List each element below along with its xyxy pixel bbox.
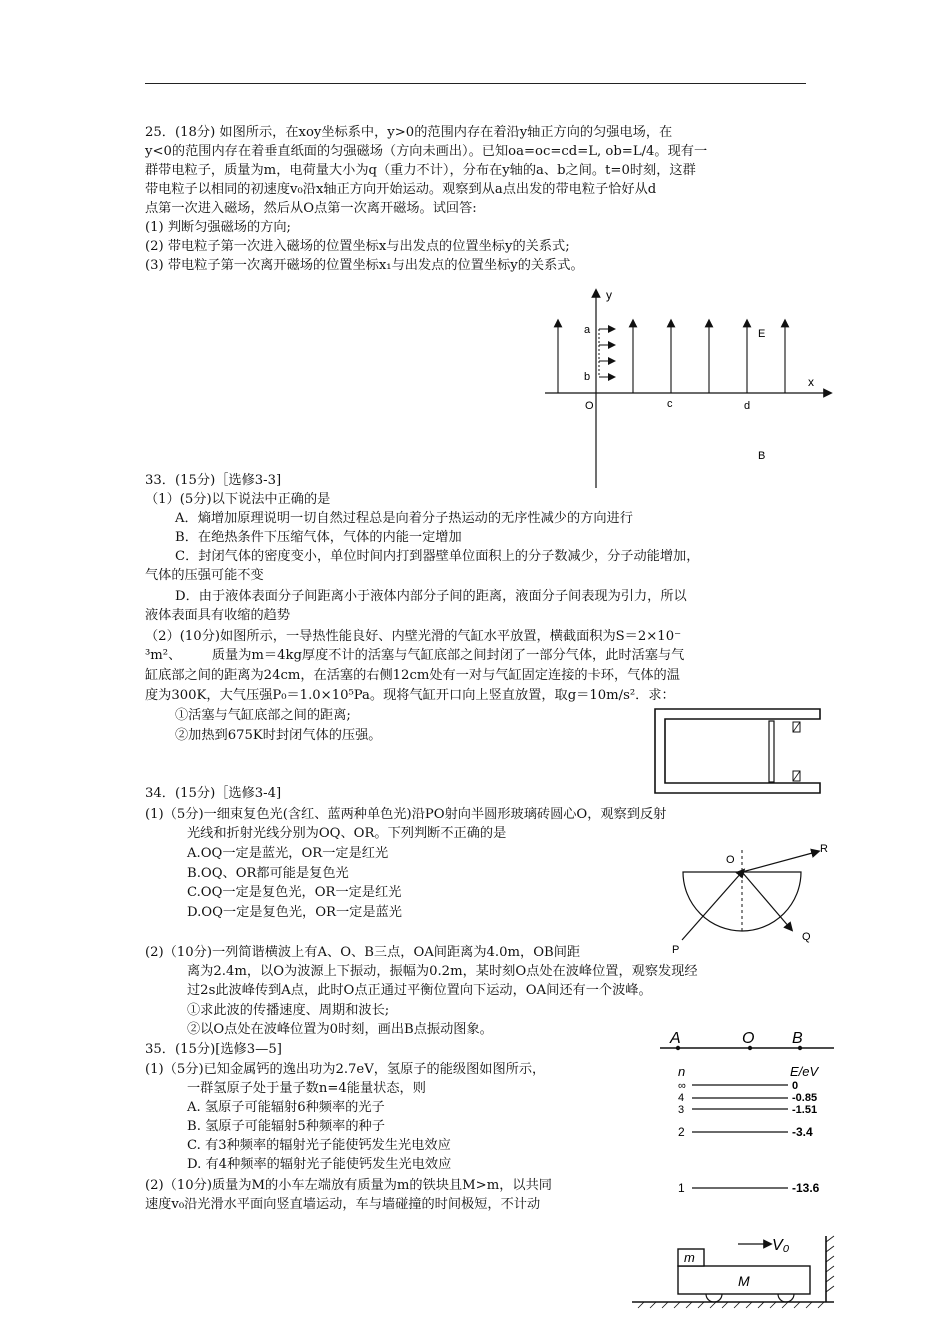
electric-field-lines	[558, 323, 785, 393]
wave-point-O: O	[742, 1030, 755, 1047]
level-n-1: 1	[678, 1181, 685, 1195]
energy-level-lines	[692, 1085, 788, 1188]
q25-line-1: 25．(18分) 如图所示，在xoy坐标系中，y>0的范围内存在着沿y轴正方向的匀强电场，在	[145, 125, 673, 140]
q35-option-B: B. 氢原子可能辐射5种频率的种子	[187, 1119, 385, 1134]
q34-part2-line3: 过2s此波峰传到A点，此时O点正通过平衡位置向下运动，OA间还有一个波峰。	[187, 983, 652, 998]
q35-option-D: D. 有4种频率的辐射光子能使钙发生光电效应	[187, 1157, 452, 1172]
q34-part2-line2: 离为2.4m，以O为波源上下振动，振幅为0.2m，某时刻O点处在波峰位置，观察发现经	[187, 964, 698, 979]
particle-velocity-arrows	[599, 329, 612, 377]
q34-option-C: C.OQ一定是复色光，OR一定是红光	[187, 885, 402, 900]
point-R-label: R	[820, 843, 828, 855]
q25-line-5: 点第一次进入磁场，然后从O点第一次离开磁场。试回答:	[145, 201, 477, 216]
q34-option-A: A.OQ一定是蓝光，OR一定是红光	[187, 846, 389, 861]
q33-part2-line4: 度为300K，大气压强P₀＝1.0×10⁵Pa。现将气缸开口向上竖直放置，取g＝10m/s²．求：	[145, 688, 675, 703]
level-E-1: -13.6	[792, 1181, 820, 1195]
cart-M-label: M	[738, 1273, 750, 1289]
n-header: n	[678, 1064, 686, 1079]
ground-hatching	[638, 1302, 824, 1308]
q35-energy-level-diagram	[670, 1062, 840, 1202]
field-B-label: B	[758, 450, 766, 462]
q34-item-2: ②以O点处在波峰位置为0时刻，画出B点振动图象。	[187, 1022, 493, 1037]
point-Q-label: Q	[802, 931, 811, 943]
q35-heading: 35．(15分)[选修3—5]	[145, 1042, 282, 1057]
wall-hatching	[826, 1236, 834, 1292]
ray-OQ	[742, 872, 790, 928]
q33-option-C-line1: C．封闭气体的密度变小，单位时间内打到器壁单位面积上的分子数减少，分子动能增加，	[175, 549, 700, 564]
q34-wave-points-figure	[658, 1028, 838, 1058]
q35-option-C: C. 有3种频率的辐射光子能使钙发生光电效应	[187, 1138, 451, 1153]
q34-heading: 34．(15分)［选修3-4]	[145, 786, 282, 801]
q35-part2-line2: 速度v₀沿光滑水平面向竖直墙运动，车与墙碰撞的时间极短，不计动	[145, 1197, 541, 1212]
q33-part2-line2: ³m²、 质量为m＝4kg厚度不计的活塞与气缸底部之间封闭了一部分气体，此时活塞与气	[145, 648, 685, 663]
y-label: y	[606, 288, 612, 302]
q34-part2-line1: (2)（10分)一列简谐横波上有A、O、B三点，OA间距离为4.0m，OB间距	[145, 945, 581, 960]
q33-option-D-line2: 液体表面具有收缩的趋势	[145, 608, 291, 623]
q33-item-1: ①活塞与气缸底部之间的距离;	[175, 708, 351, 723]
wheel-left	[706, 1294, 722, 1302]
q33-option-C-line2: 气体的压强可能不变	[145, 568, 264, 583]
level-E-3: -1.51	[792, 1104, 818, 1116]
q33-item-2: ②加热到675K时封闭气体的压强。	[175, 728, 382, 743]
q33-option-A: A．熵增加原理说明一切自然过程总是向着分子热运动的无序性减少的方向进行	[175, 511, 633, 526]
q33-heading: 33．(15分)［选修3-3]	[145, 473, 282, 488]
header-rule	[145, 83, 806, 84]
q35-part2-line1: (2)（10分)质量为M的小车左端放有质量为m的铁块且M>m，以共同	[145, 1178, 552, 1193]
level-E-inf: 0	[792, 1080, 799, 1092]
q35-part1-line2: 一群氢原子处于量子数n=4能量状态，则	[187, 1081, 426, 1096]
wave-point-A: A	[670, 1030, 681, 1047]
E-header: E/eV	[790, 1064, 819, 1079]
q33-part1: （1）(5分)以下说法中正确的是	[145, 492, 331, 507]
level-n-4: 4	[678, 1092, 685, 1104]
q25-sub-3: (3) 带电粒子第一次离开磁场的位置坐标x₁与出发点的位置坐标y的关系式。	[145, 258, 584, 273]
q25-line-3: 群带电粒子，质量为m，电荷量大小为q（重力不计），分布在y轴的a、b之间。t=0时刻，这群	[145, 163, 696, 178]
point-c-label: c	[667, 398, 673, 410]
q25-line-4: 带电粒子以相同的初速度v₀沿x轴正方向开始运动。观察到从a点出发的带电粒子恰好从d	[145, 182, 657, 197]
q33-cylinder-figure	[652, 706, 824, 798]
q33-part2-line3: 缸底部之间的距离为24cm，在活塞的右侧12cm处有一对与气缸固定连接的卡环，气体的温	[145, 668, 680, 683]
q34-glass-semicircle-figure	[668, 840, 838, 960]
level-n-inf: ∞	[678, 1080, 686, 1092]
wave-point-B: B	[792, 1030, 803, 1047]
q34-option-D: D.OQ一定是复色光，OR一定是蓝光	[187, 905, 402, 920]
q25-line-2: y<0的范围内存在着垂直纸面的匀强磁场（方向未画出）。已知oa=oc=cd=L, ob=L/4。现有一	[145, 144, 708, 159]
ray-OR	[742, 852, 816, 872]
point-P-label: P	[672, 944, 680, 956]
level-n-3: 3	[678, 1104, 685, 1116]
point-a-label: a	[584, 324, 591, 336]
q33-option-D-line1: D．由于液体表面分子间距离小于液体内部分子间的距离，液面分子间表现为引力，所以	[175, 589, 687, 604]
level-E-2: -3.4	[792, 1125, 813, 1139]
q25-sub-1: (1) 判断匀强磁场的方向;	[145, 220, 292, 235]
q33-part2-line1: （2）(10分)如图所示，一导热性能良好、内壁光滑的气缸水平放置，横截面积为S＝2×10⁻	[145, 629, 682, 644]
point-O-label: O	[726, 854, 735, 866]
level-n-2: 2	[678, 1125, 685, 1139]
q35-part1-line1: (1)（5分)已知金属钙的逸出功为2.7eV，氢原子的能级图如图所示，	[145, 1062, 546, 1077]
level-E-4: -0.85	[792, 1092, 818, 1104]
q25-field-figure	[540, 285, 840, 490]
field-E-label: E	[758, 328, 766, 340]
q35-cart-wall-figure	[628, 1228, 842, 1312]
origin-label: O	[585, 400, 594, 412]
q34-part1-line1: (1)（5分)一细束复色光(含红、蓝两种单色光)沿PO射向半圆形玻璃砖圆心O，观察到反射	[145, 807, 667, 822]
q34-option-B: B.OQ、OR都可能是复色光	[187, 866, 349, 881]
wheel-right	[778, 1294, 794, 1302]
block-m-label: m	[684, 1250, 695, 1265]
q34-part1-line2: 光线和折射光线分别为OQ、OR。下列判断不正确的是	[187, 826, 507, 841]
q33-option-B: B．在绝热条件下压缩气体，气体的内能一定增加	[175, 530, 462, 545]
x-label: x	[808, 375, 814, 389]
q35-option-A: A. 氢原子可能辐射6种频率的光子	[187, 1100, 385, 1115]
point-b-label: b	[584, 371, 591, 383]
point-d-label: d	[744, 400, 751, 412]
velocity-label: V₀	[772, 1237, 790, 1254]
q34-item-1: ①求此波的传播速度、周期和波长;	[187, 1003, 390, 1018]
piston	[769, 721, 774, 782]
q25-sub-2: (2) 带电粒子第一次进入磁场的位置坐标x与出发点的位置坐标y的关系式;	[145, 239, 570, 254]
